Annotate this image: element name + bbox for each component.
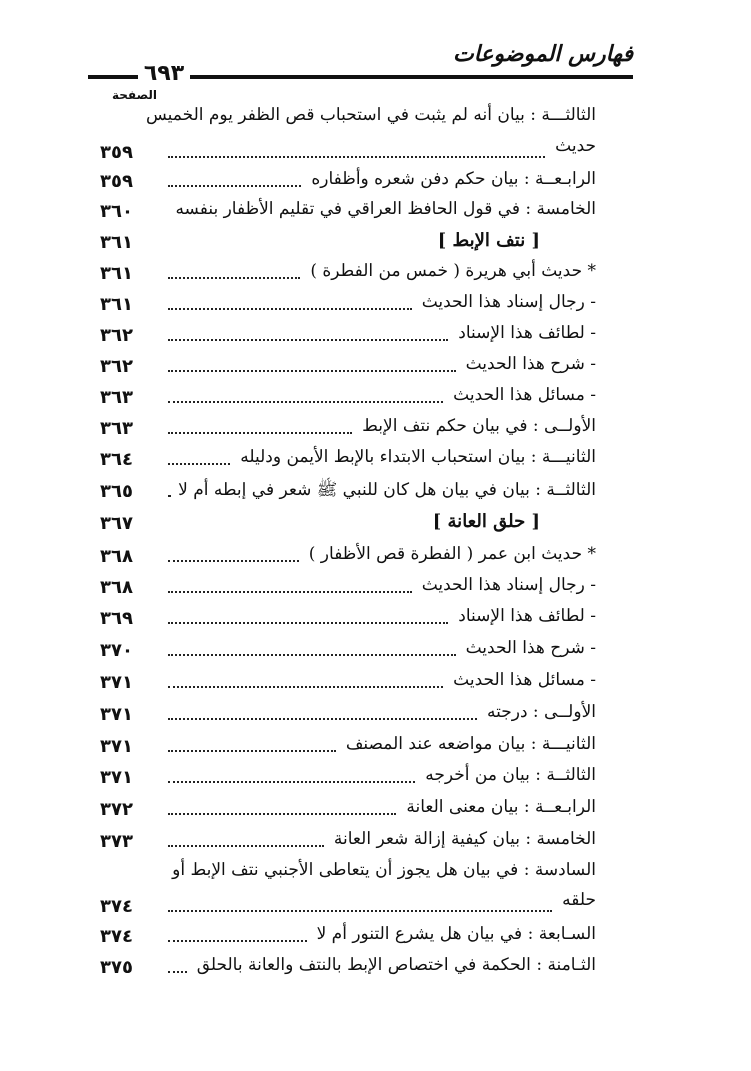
toc-entry-text: الرابـعــة : بيان حكم دفن شعره وأظفاره [311, 169, 596, 189]
toc-entry-text: - شرح هذا الحديث [465, 638, 596, 658]
toc-entry [100, 352, 596, 382]
toc-entry-text: - رجال إسناد هذا الحديث [421, 575, 596, 595]
toc-entry [100, 290, 596, 320]
toc-entry-text: الأولــى : في بيان حكم نتف الإبط [362, 416, 596, 436]
section-title: [ حلق العانة ] [432, 511, 540, 532]
toc-entry-text: حديث [555, 136, 596, 156]
toc-entry [100, 700, 596, 730]
toc-page-number: ٣٥٩ [100, 171, 133, 192]
toc-page-number: ٣٦٣ [100, 418, 133, 439]
dot-leader [168, 750, 336, 752]
toc-section-heading [100, 228, 596, 258]
dot-leader [168, 370, 456, 372]
toc-page-number: ٣٦٢ [100, 356, 133, 377]
toc-entry [100, 636, 596, 666]
dot-leader [168, 591, 412, 593]
toc-page-number: ٣٦٥ [100, 481, 133, 502]
toc-entry-text: الخامسة : في قول الحافظ العراقي في تقليم الأظفار بنفسه [175, 199, 596, 219]
toc-entry [100, 445, 596, 475]
toc-page-number: ٣٧١ [100, 736, 133, 757]
dot-leader [168, 971, 187, 973]
toc-entry [100, 103, 596, 133]
toc-entry [100, 167, 596, 197]
dot-leader [168, 686, 443, 688]
toc-entry-text: الثانيـــة : بيان استحباب الابتداء بالإبط الأيمن ودليله [240, 447, 596, 467]
toc-entry-text: حلقه [562, 890, 596, 910]
toc-page-number: ٣٦٢ [100, 325, 133, 346]
toc-page-number: ٣٧١ [100, 767, 133, 788]
toc-page-number: ٣٦١ [100, 232, 133, 253]
dot-leader [168, 910, 552, 912]
toc-entry [100, 732, 596, 762]
dot-leader [168, 156, 545, 158]
toc-entry-text: السـابعة : في بيان هل يشرع التنور أم لا [316, 924, 596, 944]
toc-page-number: ٣٦٧ [100, 513, 133, 534]
toc-page-number: ٣٧٥ [100, 957, 133, 978]
toc-entry-text: * حديث ابن عمر ( الفطرة قص الأظفار ) [308, 544, 596, 564]
header-rule-short [88, 75, 138, 79]
toc-entry [100, 953, 596, 983]
toc-entry [100, 138, 596, 168]
section-title: [ نتف الإبط ] [437, 230, 540, 251]
toc-entry [100, 414, 596, 444]
toc-page-number: ٣٧٢ [100, 799, 133, 820]
toc-entry [100, 197, 596, 227]
toc-entry-text: الأولــى : درجته [486, 702, 596, 722]
toc-page-number: ٣٦١ [100, 294, 133, 315]
page-number: ٦٩٣ [143, 61, 185, 86]
dot-leader [168, 339, 448, 341]
toc-entry [100, 763, 596, 793]
toc-entry [100, 668, 596, 698]
toc-page-number: ٣٧١ [100, 704, 133, 725]
toc-page-number: ٣٧٤ [100, 926, 133, 947]
toc-entry-text: - لطائف هذا الإسناد [458, 323, 596, 343]
toc-entry [100, 573, 596, 603]
toc-entry [100, 892, 596, 922]
toc-entry [100, 259, 596, 289]
dot-leader [168, 560, 299, 562]
toc-page-number: ٣٧١ [100, 672, 133, 693]
toc-entry-text: - رجال إسناد هذا الحديث [421, 292, 596, 312]
toc-entry-text: * حديث أبي هريرة ( خمس من الفطرة ) [310, 261, 596, 281]
toc-entry-text: الثانيـــة : بيان مواضعه عند المصنف [345, 734, 596, 754]
toc-entry-text: - مسائل هذا الحديث [453, 670, 596, 690]
header-rule [190, 75, 633, 79]
toc-page-number: ٣٦٣ [100, 387, 133, 408]
toc-entry-text: - مسائل هذا الحديث [453, 385, 596, 405]
toc-page-number: ٣٦٩ [100, 608, 133, 629]
dot-leader [168, 940, 307, 942]
dot-leader [168, 185, 301, 187]
toc-entry-text: - شرح هذا الحديث [465, 354, 596, 374]
toc-entry-text: الثـامنة : الحكمة في اختصاص الإبط بالنتف والعانة بالحلق [196, 955, 596, 975]
dot-leader [168, 781, 415, 783]
toc-entry-text: الرابـعــة : بيان معنى العانة [406, 797, 596, 817]
dot-leader [168, 718, 477, 720]
toc-entry-text: الثالثـــة : بيان أنه لم يثبت في استحباب قص الظفر يوم الخميس [145, 105, 596, 125]
toc-entry [100, 827, 596, 857]
dot-leader [168, 622, 448, 624]
toc-entry [100, 383, 596, 413]
toc-entry-text: الثالثــة : بيان من أخرجه [425, 765, 596, 785]
toc-entry [100, 604, 596, 634]
toc-section-heading [100, 509, 596, 539]
toc-entry [100, 321, 596, 351]
toc-entry-text: الثالثــة : بيان في بيان هل كان للنبي ﷺ شعر في إبطه أم لا [178, 480, 596, 500]
dot-leader [168, 308, 412, 310]
dot-leader [168, 463, 230, 465]
toc-entry [100, 922, 596, 952]
toc-page-number: ٣٦٨ [100, 577, 133, 598]
toc-entry [100, 542, 596, 572]
toc-entry-text: الخامسة : بيان كيفية إزالة شعر العانة [333, 829, 596, 849]
page-column-label: الصفحة [112, 88, 158, 102]
toc-entry [100, 477, 596, 507]
toc-page-number: ٣٦٠ [100, 201, 133, 222]
toc-page-number: ٣٧٠ [100, 640, 133, 661]
toc-entry-text: - لطائف هذا الإسناد [458, 606, 596, 626]
toc-page-number: ٣٦٤ [100, 449, 133, 470]
dot-leader [168, 432, 352, 434]
toc-page-number: ٣٧٣ [100, 831, 133, 852]
dot-leader [168, 845, 324, 847]
toc-entry [100, 858, 596, 888]
dot-leader [168, 401, 443, 403]
page-title: فهارس الموضوعات [453, 42, 633, 67]
dot-leader [168, 813, 396, 815]
toc-page-number: ٣٧٤ [100, 896, 133, 917]
toc-page-number: ٣٦٨ [100, 546, 133, 567]
toc-entry-text: السادسة : في بيان هل يجوز أن يتعاطى الأجنبي نتف الإبط أو [172, 860, 596, 880]
dot-leader [168, 277, 300, 279]
toc-page-number: ٣٥٩ [100, 142, 133, 163]
dot-leader [168, 654, 456, 656]
toc-entry [100, 795, 596, 825]
toc-page-number: ٣٦١ [100, 263, 133, 284]
